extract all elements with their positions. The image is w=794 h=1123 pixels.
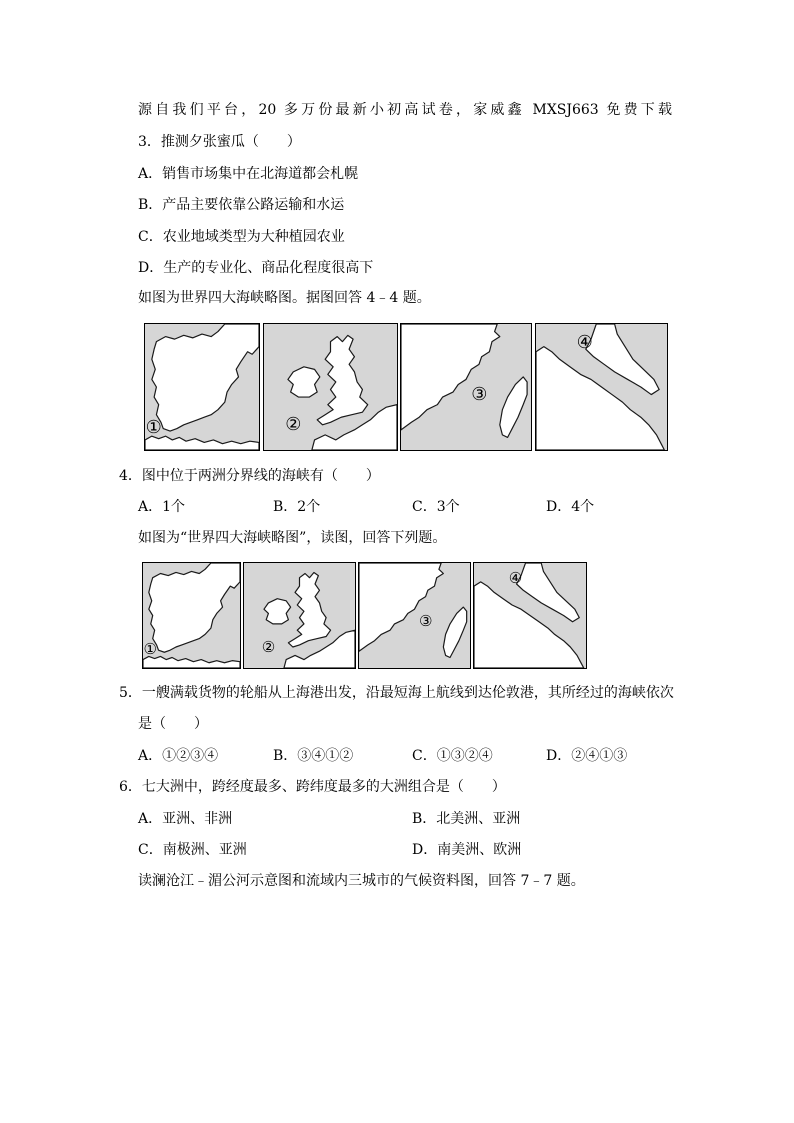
question-4-option-a: A．1个	[138, 499, 186, 515]
dover-map-drawing	[244, 563, 355, 668]
map-label-3: ③	[418, 612, 433, 631]
question-5-stem-line-1: 5．一艘满载货物的轮船从上海港出发，沿最短海上航线到达伦敦港，其所经过的海峡依次	[119, 685, 674, 701]
question-4-option-b: B．2个	[273, 499, 321, 515]
map-label-2: ②	[261, 637, 276, 656]
question-6-option-b: B．北美洲、亚洲	[412, 811, 521, 827]
map-label-3: ③	[471, 383, 488, 405]
question-6-option-a: A．亚洲、非洲	[138, 811, 233, 827]
map-label-1: ①	[143, 639, 157, 658]
gibraltar-map-drawing	[145, 324, 259, 450]
figure-intro-q7: 读澜沧江﹣湄公河示意图和流域内三城市的气候资料图，回答 7﹣7 题。	[138, 873, 585, 889]
map-label-2: ②	[285, 413, 302, 435]
strait-map-taiwan	[358, 562, 471, 669]
question-6-option-d: D．南美洲、欧洲	[412, 842, 522, 858]
figure-intro-q5: 如图为“世界四大海峡略图”，读图，回答下列题。	[138, 530, 447, 546]
map-label-1: ①	[145, 416, 162, 438]
question-6-option-c: C．南极洲、亚洲	[138, 842, 247, 858]
question-5-option-b: B．③④①②	[273, 748, 354, 764]
question-3-option-b: B．产品主要依靠公路运输和水运	[138, 197, 345, 213]
question-3-option-d: D．生产的专业化、商品化程度很高下	[138, 260, 374, 276]
question-6-stem: 6．七大洲中，跨经度最多、跨纬度最多的大洲组合是（ ）	[119, 779, 506, 795]
malacca-map-drawing	[536, 324, 667, 450]
strait-map-dover	[243, 562, 356, 669]
gibraltar-map-drawing	[143, 563, 240, 668]
question-5-option-d: D．②④①③	[546, 748, 628, 764]
taiwan-map-drawing	[359, 563, 470, 668]
figure-intro-q4: 如图为世界四大海峡略图。据图回答 4﹣4 题。	[138, 290, 431, 306]
taiwan-map-drawing	[401, 324, 531, 450]
strait-map-dover	[263, 323, 398, 451]
strait-map-taiwan	[400, 323, 532, 451]
question-3-option-c: C．农业地域类型为大种植园农业	[138, 229, 345, 245]
question-5-stem-line-2: 是（ ）	[138, 716, 208, 732]
question-3-stem: 3．推测夕张蜜瓜（ ）	[138, 134, 301, 150]
dover-map-drawing	[264, 324, 397, 450]
strait-map-gibraltar	[144, 323, 260, 451]
question-4-option-d: D．4个	[546, 499, 595, 515]
strait-map-malacca	[535, 323, 668, 451]
question-5-option-c: C．①③②④	[412, 748, 493, 764]
question-4-option-c: C．3个	[412, 499, 460, 515]
map-label-4: ④	[508, 569, 523, 588]
map-label-4: ④	[576, 332, 593, 354]
question-3-option-a: A．销售市场集中在北海道都会札幌	[138, 166, 359, 182]
source-note-header: 源自我们平台，20 多万份最新小初高试卷，家威鑫 MXSJ663 免费下载	[138, 102, 672, 118]
strait-map-gibraltar	[142, 562, 241, 669]
question-5-option-a: A．①②③④	[138, 748, 219, 764]
strait-map-malacca	[473, 562, 587, 669]
malacca-map-drawing	[474, 563, 586, 668]
question-4-stem: 4．图中位于两洲分界线的海峡有（ ）	[119, 468, 380, 484]
